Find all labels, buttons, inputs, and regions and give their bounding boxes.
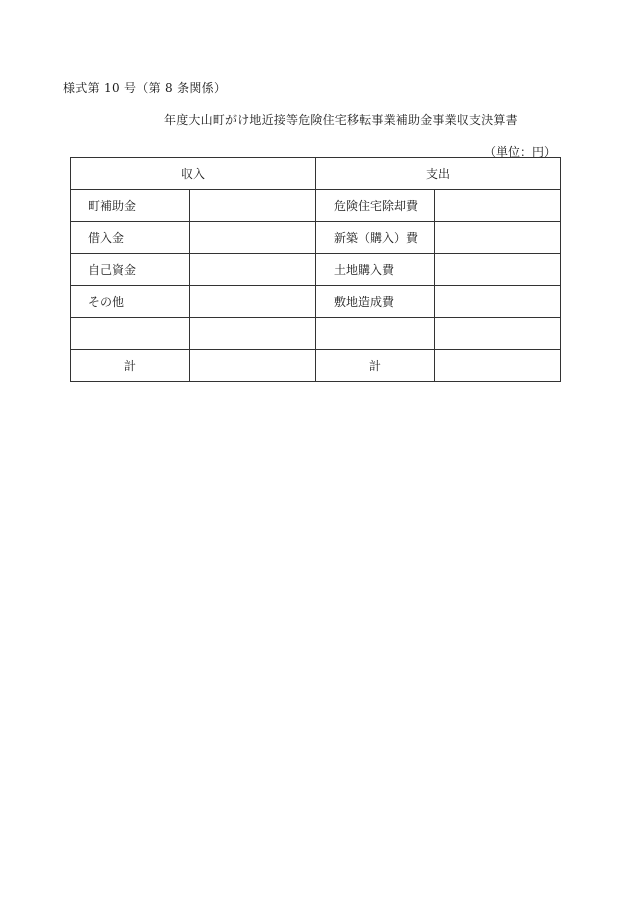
expense-header: 支出 bbox=[316, 158, 561, 190]
income-total-amount bbox=[190, 350, 316, 382]
income-amount bbox=[190, 318, 316, 350]
income-item: その他 bbox=[71, 286, 190, 318]
income-item: 借入金 bbox=[71, 222, 190, 254]
income-item bbox=[71, 318, 190, 350]
expense-item: 新築（購入）費 bbox=[316, 222, 435, 254]
table-row bbox=[71, 254, 561, 286]
income-amount bbox=[190, 222, 316, 254]
income-item: 町補助金 bbox=[71, 190, 190, 222]
unit-note: （単位：円） bbox=[484, 145, 557, 159]
expense-amount bbox=[435, 286, 561, 318]
expense-item: 危険住宅除却費 bbox=[316, 190, 435, 222]
income-total-label: 計 bbox=[71, 350, 190, 382]
table-row bbox=[71, 318, 561, 350]
expense-amount bbox=[435, 254, 561, 286]
income-item: 自己資金 bbox=[71, 254, 190, 286]
expense-amount bbox=[435, 190, 561, 222]
expense-item: 土地購入費 bbox=[316, 254, 435, 286]
table-row bbox=[71, 286, 561, 318]
income-header: 収入 bbox=[71, 158, 316, 190]
document-title: 年度大山町がけ地近接等危険住宅移転事業補助金事業収支決算書 bbox=[164, 113, 518, 127]
income-amount bbox=[190, 254, 316, 286]
table-row bbox=[71, 190, 561, 222]
expense-item: 敷地造成費 bbox=[316, 286, 435, 318]
income-amount bbox=[190, 286, 316, 318]
expense-total-amount bbox=[435, 350, 561, 382]
expense-item bbox=[316, 318, 435, 350]
table-row bbox=[71, 222, 561, 254]
expense-amount bbox=[435, 222, 561, 254]
form-number: 様式第 10 号（第 8 条関係） bbox=[63, 81, 227, 95]
expense-amount bbox=[435, 318, 561, 350]
expense-total-label: 計 bbox=[316, 350, 435, 382]
income-expense-table bbox=[70, 157, 561, 382]
table-header-row bbox=[71, 158, 561, 190]
income-amount bbox=[190, 190, 316, 222]
table-total-row bbox=[71, 350, 561, 382]
